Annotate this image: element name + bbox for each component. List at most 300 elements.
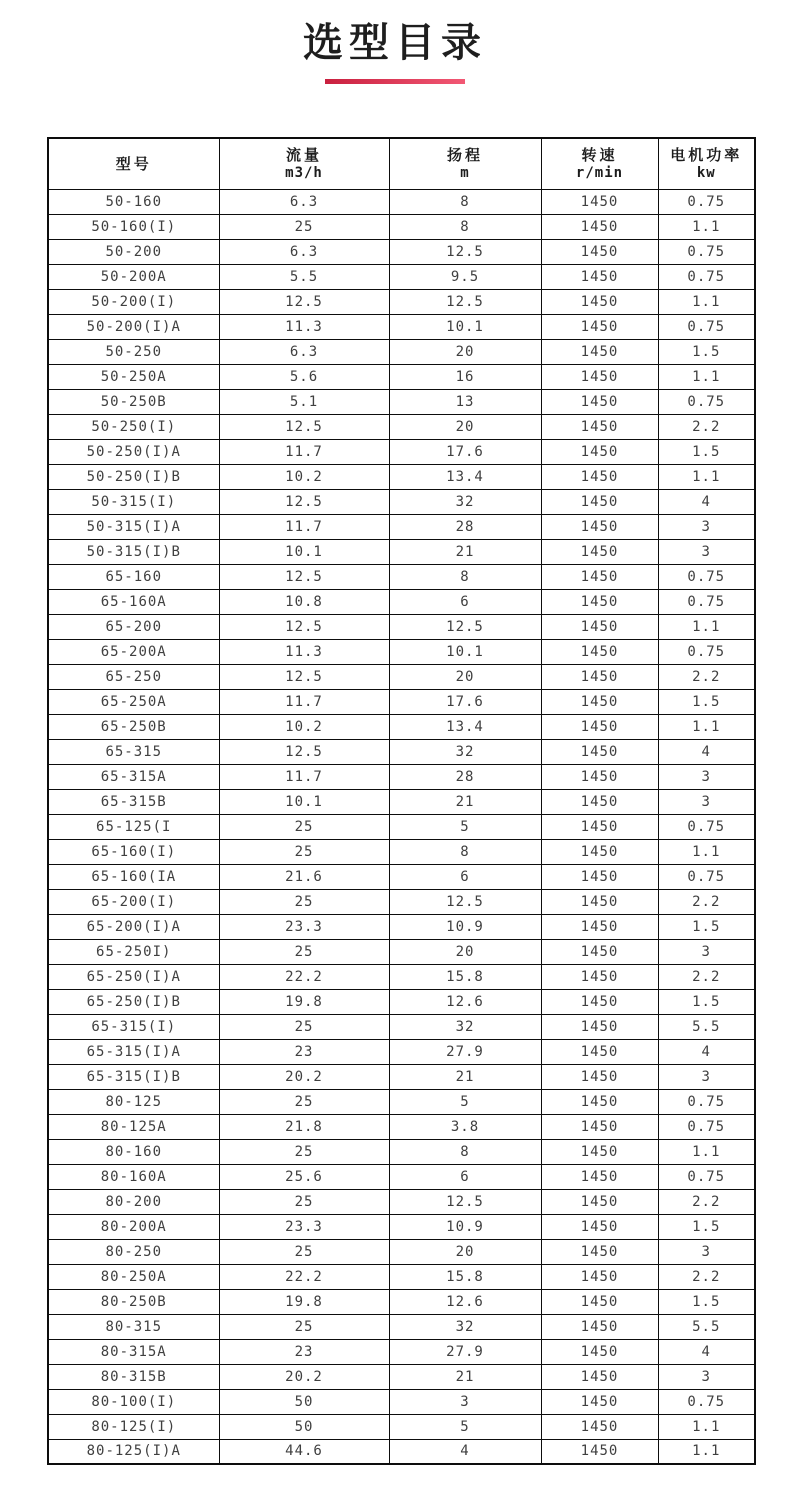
- table-cell: 50-200(I): [48, 289, 219, 314]
- table-cell: 1.1: [658, 614, 755, 639]
- table-cell: 1450: [541, 1414, 658, 1439]
- table-cell: 80-200: [48, 1189, 219, 1214]
- table-row: [48, 214, 755, 239]
- table-cell: 25: [219, 1089, 389, 1114]
- table-cell: 20.2: [219, 1364, 389, 1389]
- table-cell: 25: [219, 1014, 389, 1039]
- table-cell: 50-160: [48, 189, 219, 214]
- table-cell: 1450: [541, 1239, 658, 1264]
- table-cell: 2.2: [658, 664, 755, 689]
- table-row: [48, 814, 755, 839]
- table-row: [48, 514, 755, 539]
- table-cell: 50-250: [48, 339, 219, 364]
- table-row: [48, 1264, 755, 1289]
- table-cell: 4: [658, 489, 755, 514]
- table-cell: 12.5: [219, 289, 389, 314]
- table-row: [48, 639, 755, 664]
- table-cell: 12.5: [219, 489, 389, 514]
- table-row: [48, 239, 755, 264]
- table-cell: 0.75: [658, 389, 755, 414]
- table-cell: 3: [389, 1389, 541, 1414]
- table-cell: 32: [389, 739, 541, 764]
- table-cell: 23: [219, 1039, 389, 1064]
- table-cell: 50-250(I)A: [48, 439, 219, 464]
- table-row: [48, 339, 755, 364]
- table-cell: 1.5: [658, 439, 755, 464]
- table-cell: 17.6: [389, 439, 541, 464]
- table-cell: 1450: [541, 1439, 658, 1464]
- table-cell: 1450: [541, 1189, 658, 1214]
- table-cell: 1450: [541, 264, 658, 289]
- table-cell: 1450: [541, 639, 658, 664]
- table-cell: 65-250(I)B: [48, 989, 219, 1014]
- table-cell: 3: [658, 764, 755, 789]
- table-cell: 10.9: [389, 914, 541, 939]
- table-cell: 8: [389, 189, 541, 214]
- column-header-label: 转速: [581, 146, 618, 165]
- table-cell: 5.5: [658, 1314, 755, 1339]
- table-cell: 1450: [541, 839, 658, 864]
- table-cell: 1450: [541, 539, 658, 564]
- table-cell: 1450: [541, 364, 658, 389]
- table-row: [48, 789, 755, 814]
- table-cell: 1.1: [658, 464, 755, 489]
- table-cell: 12.5: [219, 739, 389, 764]
- table-cell: 80-100(I): [48, 1389, 219, 1414]
- table-cell: 12.5: [219, 564, 389, 589]
- table-cell: 0.75: [658, 1389, 755, 1414]
- table-cell: 19.8: [219, 1289, 389, 1314]
- table-row: [48, 764, 755, 789]
- table-cell: 1450: [541, 1014, 658, 1039]
- table-cell: 6: [389, 864, 541, 889]
- table-cell: 1.5: [658, 914, 755, 939]
- table-cell: 25: [219, 814, 389, 839]
- table-cell: 4: [658, 1339, 755, 1364]
- table-cell: 0.75: [658, 264, 755, 289]
- table-cell: 0.75: [658, 814, 755, 839]
- table-row: [48, 1164, 755, 1189]
- table-cell: 25: [219, 839, 389, 864]
- table-cell: 65-200: [48, 614, 219, 639]
- table-cell: 80-125(I)A: [48, 1439, 219, 1464]
- table-cell: 1.5: [658, 1289, 755, 1314]
- table-cell: 11.7: [219, 764, 389, 789]
- column-header-unit: kw: [696, 165, 716, 182]
- table-cell: 6.3: [219, 189, 389, 214]
- table-cell: 1450: [541, 489, 658, 514]
- table-cell: 25: [219, 1239, 389, 1264]
- table-cell: 65-250: [48, 664, 219, 689]
- table-cell: 1450: [541, 789, 658, 814]
- table-row: [48, 1089, 755, 1114]
- table-cell: 1.5: [658, 339, 755, 364]
- table-cell: 5.6: [219, 364, 389, 389]
- table-cell: 4: [389, 1439, 541, 1464]
- table-cell: 50-200(I)A: [48, 314, 219, 339]
- table-cell: 1.1: [658, 289, 755, 314]
- table-cell: 65-315A: [48, 764, 219, 789]
- table-cell: 20: [389, 664, 541, 689]
- table-cell: 25.6: [219, 1164, 389, 1189]
- table-row: [48, 1064, 755, 1089]
- table-cell: 1450: [541, 314, 658, 339]
- table-cell: 50-250(I)B: [48, 464, 219, 489]
- table-cell: 8: [389, 1139, 541, 1164]
- table-cell: 1450: [541, 1164, 658, 1189]
- table-cell: 25: [219, 939, 389, 964]
- table-cell: 10.9: [389, 1214, 541, 1239]
- table-cell: 65-315(I)A: [48, 1039, 219, 1064]
- table-cell: 1450: [541, 1114, 658, 1139]
- table-cell: 80-125(I): [48, 1414, 219, 1439]
- table-cell: 0.75: [658, 314, 755, 339]
- table-cell: 2.2: [658, 1189, 755, 1214]
- table-row: [48, 264, 755, 289]
- table-cell: 12.5: [389, 289, 541, 314]
- table-cell: 16: [389, 364, 541, 389]
- table-cell: 21: [389, 1364, 541, 1389]
- table-cell: 20: [389, 939, 541, 964]
- table-cell: 6: [389, 589, 541, 614]
- table-cell: 80-315A: [48, 1339, 219, 1364]
- table-cell: 80-160A: [48, 1164, 219, 1189]
- table-cell: 10.1: [219, 789, 389, 814]
- table-cell: 1450: [541, 1339, 658, 1364]
- table-cell: 65-250(I)A: [48, 964, 219, 989]
- table-row: [48, 439, 755, 464]
- table-cell: 12.5: [219, 664, 389, 689]
- table-cell: 3: [658, 539, 755, 564]
- table-cell: 22.2: [219, 964, 389, 989]
- table-cell: 1.5: [658, 989, 755, 1014]
- table-cell: 11.7: [219, 514, 389, 539]
- table-cell: 1450: [541, 464, 658, 489]
- table-cell: 50: [219, 1389, 389, 1414]
- table-cell: 65-250B: [48, 714, 219, 739]
- column-header-label: 流量: [285, 146, 322, 165]
- table-cell: 1450: [541, 939, 658, 964]
- table-cell: 12.5: [389, 1189, 541, 1214]
- table-cell: 1450: [541, 889, 658, 914]
- table-header-row: [48, 138, 755, 189]
- table-row: [48, 1289, 755, 1314]
- table-cell: 1450: [541, 1289, 658, 1314]
- table-row: [48, 1339, 755, 1364]
- table-cell: 1450: [541, 514, 658, 539]
- table-cell: 23.3: [219, 914, 389, 939]
- table-cell: 1450: [541, 864, 658, 889]
- table-cell: 50-315(I)A: [48, 514, 219, 539]
- table-cell: 19.8: [219, 989, 389, 1014]
- table-cell: 22.2: [219, 1264, 389, 1289]
- table-cell: 12.5: [219, 414, 389, 439]
- table-row: [48, 189, 755, 214]
- table-row: [48, 314, 755, 339]
- table-cell: 1450: [541, 1039, 658, 1064]
- table-cell: 11.7: [219, 439, 389, 464]
- table-cell: 65-315(I)B: [48, 1064, 219, 1089]
- table-cell: 65-200(I)A: [48, 914, 219, 939]
- column-header-label: 电机功率: [670, 146, 743, 165]
- table-cell: 12.6: [389, 1289, 541, 1314]
- table-cell: 21: [389, 1064, 541, 1089]
- table-row: [48, 1239, 755, 1264]
- column-header: [389, 138, 541, 189]
- table-cell: 50-200A: [48, 264, 219, 289]
- table-cell: 65-160(I): [48, 839, 219, 864]
- table-cell: 1450: [541, 589, 658, 614]
- table-row: [48, 714, 755, 739]
- table-cell: 65-315B: [48, 789, 219, 814]
- table-cell: 10.2: [219, 714, 389, 739]
- table-cell: 28: [389, 514, 541, 539]
- table-row: [48, 1414, 755, 1439]
- table-cell: 65-250I): [48, 939, 219, 964]
- table-cell: 50-200: [48, 239, 219, 264]
- table-cell: 1450: [541, 289, 658, 314]
- table-cell: 44.6: [219, 1439, 389, 1464]
- table-cell: 5: [389, 1089, 541, 1114]
- table-cell: 25: [219, 1139, 389, 1164]
- page-title: 选型目录: [303, 20, 487, 66]
- table-cell: 13.4: [389, 714, 541, 739]
- table-cell: 80-250A: [48, 1264, 219, 1289]
- table-row: [48, 1039, 755, 1064]
- selection-table-container: [47, 137, 790, 1465]
- table-row: [48, 914, 755, 939]
- table-row: [48, 1214, 755, 1239]
- table-cell: 1.1: [658, 1414, 755, 1439]
- table-cell: 80-315B: [48, 1364, 219, 1389]
- table-cell: 21: [389, 789, 541, 814]
- table-cell: 80-250B: [48, 1289, 219, 1314]
- table-cell: 65-160(IA: [48, 864, 219, 889]
- table-cell: 8: [389, 214, 541, 239]
- table-cell: 0.75: [658, 1114, 755, 1139]
- column-header-label: 扬程: [446, 146, 483, 165]
- table-cell: 3: [658, 789, 755, 814]
- table-row: [48, 414, 755, 439]
- table-cell: 32: [389, 1314, 541, 1339]
- table-cell: 1450: [541, 564, 658, 589]
- column-header: [219, 138, 389, 189]
- table-cell: 1.1: [658, 364, 755, 389]
- table-cell: 3: [658, 514, 755, 539]
- table-row: [48, 464, 755, 489]
- table-cell: 5.1: [219, 389, 389, 414]
- table-cell: 20: [389, 1239, 541, 1264]
- title-underline: [325, 79, 465, 84]
- table-header: [48, 138, 755, 189]
- table-cell: 12.6: [389, 989, 541, 1014]
- table-cell: 0.75: [658, 239, 755, 264]
- table-cell: 1450: [541, 664, 658, 689]
- table-cell: 13: [389, 389, 541, 414]
- table-cell: 21.8: [219, 1114, 389, 1139]
- table-body: [48, 189, 755, 1464]
- table-cell: 65-315: [48, 739, 219, 764]
- table-row: [48, 589, 755, 614]
- table-cell: 50-250A: [48, 364, 219, 389]
- table-cell: 10.1: [219, 539, 389, 564]
- table-cell: 11.3: [219, 639, 389, 664]
- table-cell: 3: [658, 1239, 755, 1264]
- table-cell: 1450: [541, 914, 658, 939]
- table-cell: 27.9: [389, 1339, 541, 1364]
- table-cell: 32: [389, 489, 541, 514]
- table-cell: 1.1: [658, 1439, 755, 1464]
- table-cell: 4: [658, 1039, 755, 1064]
- table-cell: 5: [389, 1414, 541, 1439]
- table-cell: 50-250(I): [48, 414, 219, 439]
- column-header-label: 型号: [115, 154, 152, 173]
- table-cell: 0.75: [658, 864, 755, 889]
- table-row: [48, 889, 755, 914]
- table-cell: 12.5: [389, 614, 541, 639]
- table-cell: 3: [658, 1364, 755, 1389]
- table-cell: 23.3: [219, 1214, 389, 1239]
- table-cell: 1450: [541, 339, 658, 364]
- table-cell: 1.5: [658, 1214, 755, 1239]
- table-row: [48, 539, 755, 564]
- table-cell: 11.3: [219, 314, 389, 339]
- table-cell: 65-125(I: [48, 814, 219, 839]
- table-cell: 1450: [541, 1389, 658, 1414]
- table-cell: 10.1: [389, 639, 541, 664]
- table-cell: 10.8: [219, 589, 389, 614]
- table-cell: 1.1: [658, 1139, 755, 1164]
- table-cell: 1450: [541, 739, 658, 764]
- table-cell: 50: [219, 1414, 389, 1439]
- table-cell: 1450: [541, 1214, 658, 1239]
- table-cell: 5: [389, 814, 541, 839]
- table-cell: 1450: [541, 614, 658, 639]
- table-row: [48, 564, 755, 589]
- table-cell: 65-200(I): [48, 889, 219, 914]
- table-cell: 65-250A: [48, 689, 219, 714]
- table-cell: 9.5: [389, 264, 541, 289]
- table-row: [48, 1364, 755, 1389]
- column-header-unit: m3/h: [285, 165, 323, 182]
- table-cell: 65-160A: [48, 589, 219, 614]
- table-row: [48, 839, 755, 864]
- table-row: [48, 1389, 755, 1414]
- table-cell: 1.5: [658, 689, 755, 714]
- table-row: [48, 989, 755, 1014]
- table-cell: 12.5: [389, 889, 541, 914]
- table-cell: 1450: [541, 1089, 658, 1114]
- table-cell: 80-125A: [48, 1114, 219, 1139]
- table-cell: 12.5: [219, 614, 389, 639]
- table-row: [48, 364, 755, 389]
- table-cell: 20: [389, 339, 541, 364]
- table-row: [48, 664, 755, 689]
- table-row: [48, 864, 755, 889]
- table-cell: 1450: [541, 1264, 658, 1289]
- table-cell: 6.3: [219, 239, 389, 264]
- table-cell: 17.6: [389, 689, 541, 714]
- table-row: [48, 1139, 755, 1164]
- table-cell: 4: [658, 739, 755, 764]
- table-cell: 0.75: [658, 589, 755, 614]
- table-cell: 12.5: [389, 239, 541, 264]
- table-cell: 65-200A: [48, 639, 219, 664]
- column-header-unit: r/min: [575, 165, 624, 182]
- table-cell: 2.2: [658, 964, 755, 989]
- table-row: [48, 389, 755, 414]
- table-cell: 15.8: [389, 964, 541, 989]
- table-row: [48, 689, 755, 714]
- table-cell: 1450: [541, 1314, 658, 1339]
- table-cell: 1450: [541, 814, 658, 839]
- table-cell: 80-160: [48, 1139, 219, 1164]
- table-cell: 6.3: [219, 339, 389, 364]
- table-row: [48, 939, 755, 964]
- table-cell: 1450: [541, 214, 658, 239]
- table-cell: 3: [658, 1064, 755, 1089]
- table-cell: 1450: [541, 1364, 658, 1389]
- table-row: [48, 964, 755, 989]
- table-row: [48, 1189, 755, 1214]
- table-cell: 1450: [541, 189, 658, 214]
- table-cell: 15.8: [389, 1264, 541, 1289]
- table-row: [48, 1114, 755, 1139]
- table-cell: 3: [658, 939, 755, 964]
- table-cell: 8: [389, 564, 541, 589]
- table-cell: 50-250B: [48, 389, 219, 414]
- table-cell: 0.75: [658, 1089, 755, 1114]
- table-cell: 5.5: [658, 1014, 755, 1039]
- table-cell: 0.75: [658, 1164, 755, 1189]
- table-cell: 65-160: [48, 564, 219, 589]
- table-cell: 25: [219, 214, 389, 239]
- table-cell: 1450: [541, 714, 658, 739]
- table-cell: 1450: [541, 1064, 658, 1089]
- column-header: [658, 138, 755, 189]
- table-cell: 5.5: [219, 264, 389, 289]
- table-cell: 1.1: [658, 839, 755, 864]
- table-row: [48, 739, 755, 764]
- column-header: [541, 138, 658, 189]
- column-header: [48, 138, 219, 189]
- table-cell: 28: [389, 764, 541, 789]
- table-cell: 2.2: [658, 414, 755, 439]
- table-cell: 10.1: [389, 314, 541, 339]
- table-cell: 27.9: [389, 1039, 541, 1064]
- table-cell: 80-250: [48, 1239, 219, 1264]
- table-cell: 25: [219, 1189, 389, 1214]
- table-cell: 11.7: [219, 689, 389, 714]
- table-cell: 20.2: [219, 1064, 389, 1089]
- table-cell: 0.75: [658, 189, 755, 214]
- table-row: [48, 1314, 755, 1339]
- table-cell: 1.1: [658, 714, 755, 739]
- table-cell: 21: [389, 539, 541, 564]
- table-cell: 20: [389, 414, 541, 439]
- table-cell: 1450: [541, 439, 658, 464]
- table-cell: 1450: [541, 764, 658, 789]
- column-header-unit: m: [460, 165, 470, 182]
- table-cell: 2.2: [658, 889, 755, 914]
- selection-table: [47, 137, 756, 1465]
- table-row: [48, 489, 755, 514]
- table-cell: 65-315(I): [48, 1014, 219, 1039]
- table-cell: 25: [219, 889, 389, 914]
- table-cell: 13.4: [389, 464, 541, 489]
- table-cell: 0.75: [658, 639, 755, 664]
- table-cell: 32: [389, 1014, 541, 1039]
